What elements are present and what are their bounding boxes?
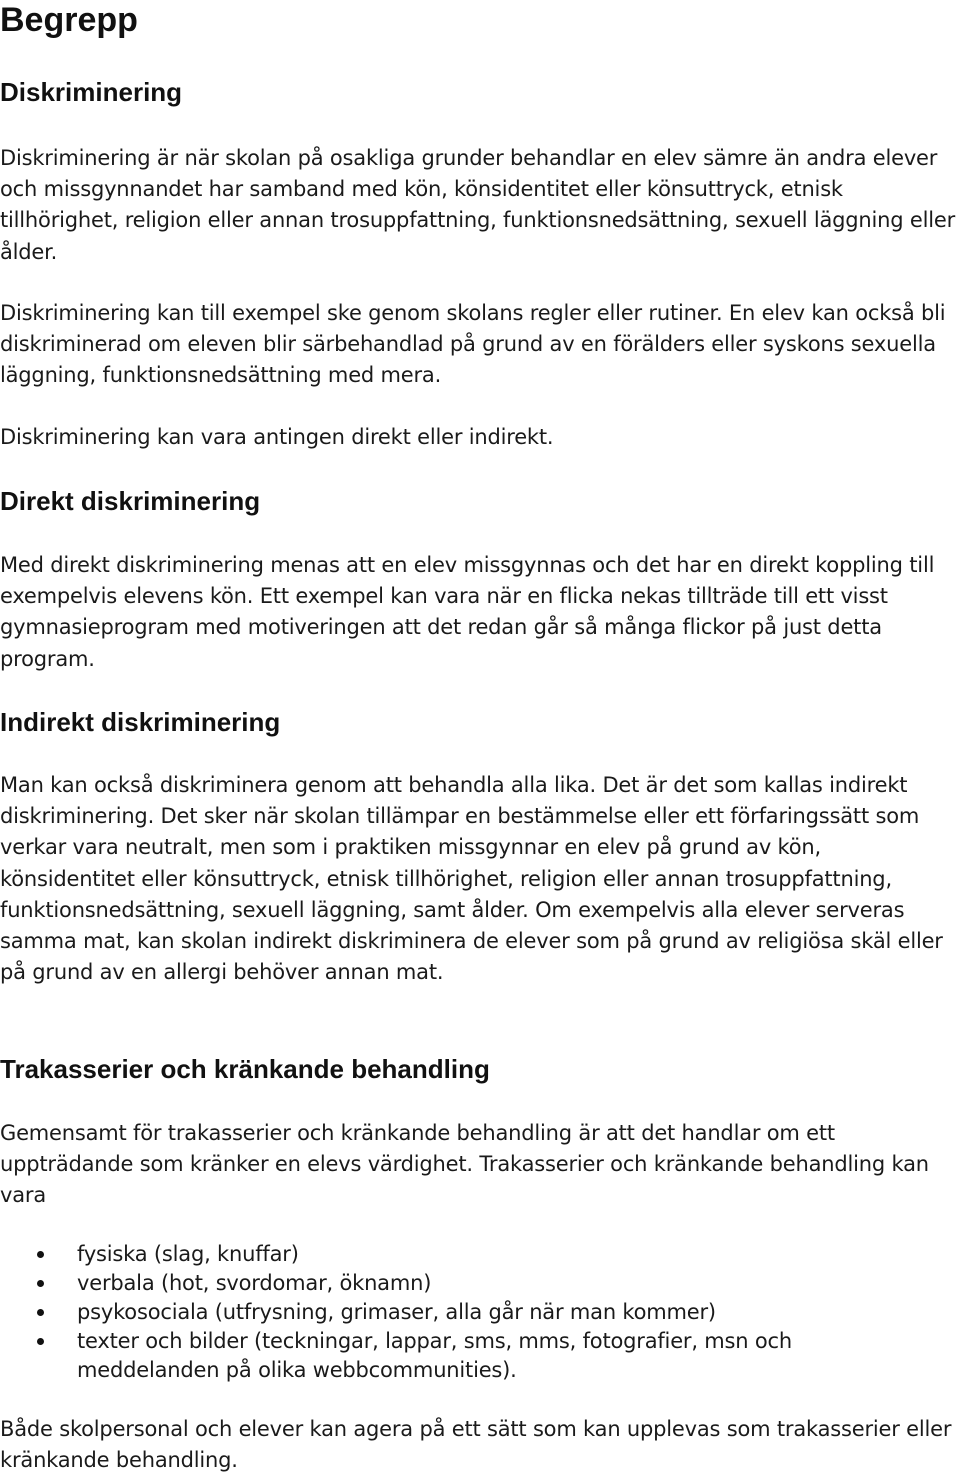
paragraph-direkt: Med direkt diskriminering menas att en elev missgynnas och det har en direkt koppling till exempelvis elevens kön. Ett exempel kan vara när en flicka nekas tillträde till ett visst gymnasieprogram med motiveringen att det redan går så många flickor på just detta program.: [0, 553, 935, 671]
list-item: [0, 1327, 960, 1385]
heading-indirekt-diskriminering: Indirekt diskriminering: [0, 707, 281, 737]
paragraph-closing: Både skolpersonal och elever kan agera på ett sätt som kan upplevas som trakasserier eller kränkande behandling.: [0, 1417, 952, 1473]
bullet-dot-icon: [37, 1338, 44, 1345]
list-item: [0, 1298, 960, 1327]
paragraph-indirekt: Man kan också diskriminera genom att behandla alla lika. Det är det som kallas indirekt diskriminering. Det sker när skolan tillämpar en bestämmelse eller ett förfaringssätt som verkar vara neutralt, men som i praktiken missgynnar en elev på grund av kön, könsidentitet eller könsuttryck, etnisk tillhörighet, religion eller annan trosuppfattning, funktionsnedsättning, sexuell läggning, samt ålder. Om exempelvis alla elever serveras samma mat, kan skolan indirekt diskriminera de elever som på grund av religiösa skäl eller på grund av en allergi behöver annan mat.: [0, 773, 943, 985]
bullet-dot-icon: [37, 1251, 44, 1258]
bullet-dot-icon: [37, 1309, 44, 1316]
list-item-text: fysiska (slag, knuffar): [77, 1242, 299, 1266]
list-item-text: verbala (hot, svordomar, öknamn): [77, 1271, 432, 1295]
paragraph-direct-or-indirect: Diskriminering kan vara antingen direkt eller indirekt.: [0, 425, 554, 449]
list-item-text: texter och bilder (teckningar, lappar, sms, mms, fotografier, msn och meddelanden på olika webbcommunities).: [77, 1329, 792, 1382]
paragraph-trakasserier: Gemensamt för trakasserier och kränkande behandling är att det handlar om ett uppträdande som kränker en elevs värdighet. Trakasserier och kränkande behandling kan vara: [0, 1121, 929, 1208]
paragraph-example: Diskriminering kan till exempel ske genom skolans regler eller rutiner. En elev kan också bli diskriminerad om eleven blir särbehandlad på grund av en förälders eller syskons sexuella läggning, funktionsnedsättning med mera.: [0, 301, 946, 388]
heading-direkt-diskriminering: Direkt diskriminering: [0, 486, 261, 516]
page-title: Begrepp: [0, 1, 138, 39]
bullet-dot-icon: [37, 1280, 44, 1287]
paragraph-definition: Diskriminering är när skolan på osakliga grunder behandlar en elev sämre än andra elever och missgynnandet har samband med kön, könsidentitet eller könsuttryck, etnisk tillhörighet, religion eller annan trosuppfattning, funktionsnedsättning, sexuell läggning eller ålder.: [0, 146, 956, 264]
bullet-list: [0, 1240, 960, 1385]
list-item-text: psykosociala (utfrysning, grimaser, alla går när man kommer): [77, 1300, 716, 1324]
list-item: [0, 1269, 960, 1298]
list-item: [0, 1240, 960, 1269]
heading-diskriminering: Diskriminering: [0, 77, 183, 107]
heading-trakasserier: Trakasserier och kränkande behandling: [0, 1054, 490, 1084]
